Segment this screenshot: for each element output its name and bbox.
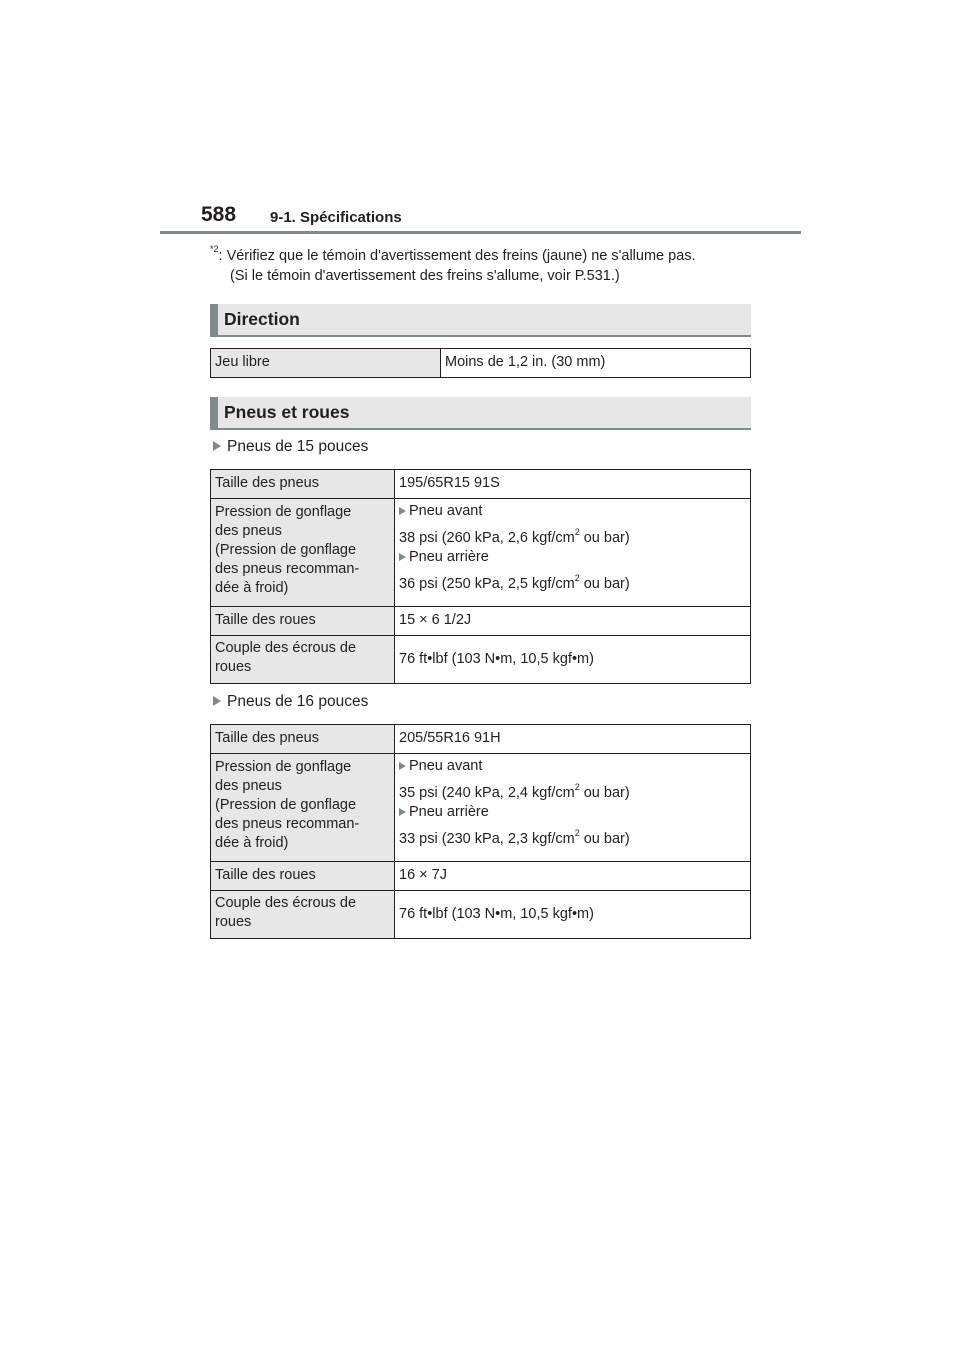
subtitle-16in-text: Pneus de 16 pouces — [227, 693, 369, 710]
pressure-label-line: Pression de gonflage — [215, 759, 352, 775]
front-pressure-text: 35 psi (240 kPa, 2,4 kgf/cm — [399, 785, 575, 801]
triangle-bullet-icon — [213, 441, 221, 451]
front-tire-title-text: Pneu avant — [409, 503, 483, 519]
superscript: 2 — [574, 782, 580, 793]
footnote-marker: *2 — [210, 244, 219, 254]
rear-tire-pressure — [399, 575, 746, 594]
rear-tire-title — [399, 803, 746, 822]
free-play-label: Jeu libre — [211, 349, 441, 378]
wheel-size-value: 16 × 7J — [395, 862, 751, 891]
direction-table — [210, 348, 751, 378]
triangle-bullet-icon — [399, 762, 406, 770]
tires-heading-text: Pneus et roues — [224, 402, 350, 422]
subtitle-15in — [213, 438, 368, 456]
tire-size-value: 195/65R15 91S — [395, 470, 751, 499]
front-tire-title — [399, 757, 746, 776]
front-tire-title — [399, 502, 746, 521]
tire-size-value: 205/55R16 91H — [395, 725, 751, 754]
torque-value: 76 ft•lbf (103 N•m, 10,5 kgf•m) — [395, 891, 751, 939]
table-row — [211, 607, 751, 636]
pressure-label-line: des pneus recomman- — [215, 816, 360, 832]
heading-accent-bar — [210, 304, 218, 337]
front-tire-pressure — [399, 784, 746, 803]
rear-pressure-tail: ou bar) — [579, 576, 630, 592]
triangle-bullet-icon — [399, 553, 406, 561]
rear-tire-title-text: Pneu arrière — [409, 804, 489, 820]
pressure-values — [395, 754, 751, 862]
tires-heading — [210, 397, 751, 430]
tire-table-16in — [210, 724, 751, 939]
table-row — [211, 470, 751, 499]
pressure-label-line: des pneus — [215, 523, 282, 539]
subtitle-15in-text: Pneus de 15 pouces — [227, 438, 369, 455]
tire-size-label: Taille des pneus — [211, 725, 395, 754]
torque-label-line: roues — [215, 914, 252, 930]
torque-label — [211, 891, 395, 939]
page-number: 588 — [201, 203, 237, 226]
rear-tire-title-text: Pneu arrière — [409, 549, 489, 565]
pressure-label-line: (Pression de gonflage — [215, 542, 357, 558]
subtitle-16in — [213, 693, 368, 711]
pressure-label-line: dée à froid) — [215, 580, 289, 596]
pressure-values — [395, 499, 751, 607]
torque-label-line: Couple des écrous de — [215, 640, 357, 656]
table-row — [211, 891, 751, 939]
free-play-value: Moins de 1,2 in. (30 mm) — [441, 349, 751, 378]
section-title: 9-1. Spécifications — [270, 209, 402, 226]
footnote-line-1: : Vérifiez que le témoin d'avertissement des freins (jaune) ne s'allume pas. — [218, 247, 696, 264]
wheel-size-label: Taille des roues — [211, 607, 395, 636]
table-row — [211, 349, 751, 378]
wheel-size-label: Taille des roues — [211, 862, 395, 891]
tire-size-label: Taille des pneus — [211, 470, 395, 499]
direction-heading — [210, 304, 751, 337]
triangle-bullet-icon — [399, 808, 406, 816]
pressure-label-line: dée à froid) — [215, 835, 289, 851]
direction-heading-text: Direction — [224, 309, 300, 329]
rear-pressure-text: 33 psi (230 kPa, 2,3 kgf/cm — [399, 831, 575, 847]
table-row — [211, 725, 751, 754]
front-pressure-tail: ou bar) — [579, 785, 630, 801]
superscript: 2 — [574, 828, 580, 839]
table-row — [211, 499, 751, 607]
pressure-label-line: Pression de gonflage — [215, 504, 352, 520]
table-row — [211, 862, 751, 891]
pressure-label-line: des pneus — [215, 778, 282, 794]
pressure-label — [211, 499, 395, 607]
rear-tire-pressure — [399, 830, 746, 849]
triangle-bullet-icon — [213, 696, 221, 706]
pressure-label-line: des pneus recomman- — [215, 561, 360, 577]
torque-label-line: Couple des écrous de — [215, 895, 357, 911]
front-tire-pressure — [399, 529, 746, 548]
superscript: 2 — [574, 573, 580, 584]
table-row — [211, 754, 751, 862]
rear-pressure-tail: ou bar) — [579, 831, 630, 847]
table-row — [211, 636, 751, 684]
front-tire-title-text: Pneu avant — [409, 758, 483, 774]
footnote — [210, 241, 696, 286]
torque-label — [211, 636, 395, 684]
superscript: 2 — [574, 527, 580, 538]
footnote-line-2: (Si le témoin d'avertissement des freins s'allume, voir P.531.) — [230, 267, 620, 284]
torque-value: 76 ft•lbf (103 N•m, 10,5 kgf•m) — [395, 636, 751, 684]
pressure-label — [211, 754, 395, 862]
rear-pressure-text: 36 psi (250 kPa, 2,5 kgf/cm — [399, 576, 575, 592]
torque-label-line: roues — [215, 659, 252, 675]
front-pressure-tail: ou bar) — [579, 530, 630, 546]
tire-table-15in — [210, 469, 751, 684]
triangle-bullet-icon — [399, 507, 406, 515]
wheel-size-value: 15 × 6 1/2J — [395, 607, 751, 636]
heading-accent-bar — [210, 397, 218, 430]
rear-tire-title — [399, 548, 746, 567]
header-divider — [160, 231, 801, 234]
pressure-label-line: (Pression de gonflage — [215, 797, 357, 813]
front-pressure-text: 38 psi (260 kPa, 2,6 kgf/cm — [399, 530, 575, 546]
